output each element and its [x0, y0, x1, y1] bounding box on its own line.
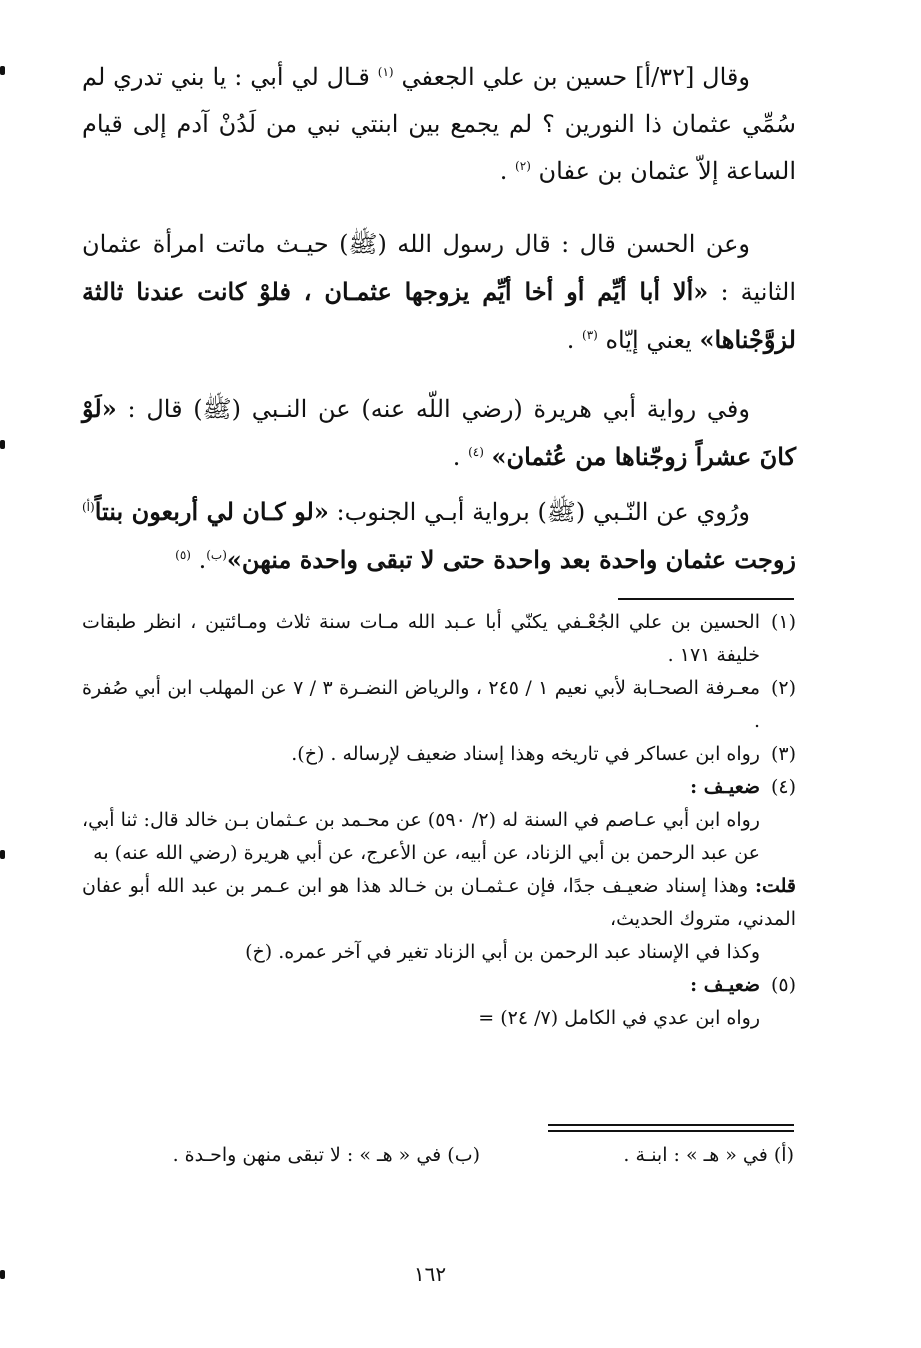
footnote-number: (٥): [770, 974, 796, 996]
paragraph-abu-al-janub: [82, 488, 796, 584]
footnote-number: (١): [770, 611, 796, 633]
paragraph-text: وقال [٣٢/أ] حسين بن علي الجعفي: [401, 63, 750, 91]
paragraph-text: وعن الحسن قال : قال رسول الله (ﷺ) حيـث ماتت امرأة عثمان الثانية :: [82, 230, 796, 306]
footnote-ref: (٤): [468, 445, 484, 459]
footnote-text: رواه ابن عساكر في تاريخه وهذا إسناد ضعيف لإرساله . (خ).: [291, 743, 760, 765]
manuscript-variants: [100, 1138, 794, 1172]
grading-label: ضعيـف :: [690, 974, 760, 996]
footnotes: [82, 606, 796, 1035]
footnote-text: وهذا إسناد ضعيـف جدًا، فإن عـثمـان بن خـالد هذا هو ابن عـمر بن عبد الله أبو عفان المدني، متروك الحديث،: [82, 875, 796, 930]
footnote-2: [82, 672, 796, 738]
footnote-number: (٣): [770, 743, 796, 765]
variant-note-a: (أ) في « هـ » : ابنـة .: [623, 1144, 794, 1166]
footnote-4-comment: [82, 870, 796, 936]
variant-divider: [548, 1130, 794, 1132]
footnote-ref: (٣): [582, 328, 598, 342]
paragraph-text: يعني إيّاه: [605, 326, 692, 354]
paragraph-text: .: [452, 443, 461, 471]
paragraph-text: وفي رواية أبي هريرة (رضي اللّه عنه) عن النـبي (ﷺ) قال :: [127, 395, 750, 423]
variant-ref: (ب): [206, 548, 227, 562]
scan-edge-mark: [0, 66, 5, 75]
footnote-4-chain: رواه ابن أبي عـاصم في السنة له (٢/ ٥٩٠) عن محـمد بن عـثمان بـن خالد قال: ثنا أبي، عن عبد الرحمن بن أبي الزناد، عن أبيه، عن الأعرج، عن أبي هريرة (رضي الله عنه) به: [82, 809, 760, 864]
footnote-ref: (٢): [515, 159, 531, 173]
grading-label: ضعيـف :: [690, 776, 760, 798]
scan-edge-mark: [0, 850, 5, 859]
variant-ref: (أ): [82, 500, 95, 514]
footnote-5: [82, 969, 796, 1002]
footnote-4-note: وكذا في الإسناد عبد الرحمن بن أبي الزناد تغير في آخر عمره. (خ): [245, 941, 760, 963]
footnote-3: [82, 738, 796, 771]
footnote-ref: (١): [377, 65, 394, 79]
footnote-5-chain: رواه ابن عدي في الكامل (٧/ ٢٤) =: [478, 1007, 760, 1029]
qultu-label: قلت:: [754, 875, 796, 897]
paragraph-text: ورُوي عن النّـبي (ﷺ) برواية أبـي الجنوب:: [336, 498, 750, 526]
hadith-quote: «ألا أبا أيِّم أو أخا أيِّم يزوجها عثمـان ، فلوْ كانت عندنا ثالثة لزوَّجْناها»: [82, 277, 796, 354]
footnote-text: معـرفة الصحـابة لأبي نعيم ١ / ٢٤٥ ، والرياض النضـرة ٣ / ٧ عن المهلب ابن أبي صُفرة .: [82, 677, 760, 732]
footnote-divider: [618, 598, 794, 600]
scan-edge-mark: [0, 440, 5, 449]
footnote-1: [82, 606, 796, 672]
hadith-quote: زوجت عثمان واحدة بعد واحدة حتى لا تبقى واحدة منهن»: [226, 545, 796, 574]
paragraph-text: .: [499, 157, 508, 185]
paragraph-text: .: [198, 546, 207, 574]
footnote-number: (٤): [770, 776, 796, 798]
hadith-quote: «لو كـان لي أربعون بنتاً: [94, 497, 329, 526]
footnote-4: [82, 771, 796, 804]
footnote-ref: (٥): [175, 548, 191, 562]
variant-note-b: (ب) في « هـ » : لا تبقى منهن واحـدة .: [172, 1144, 480, 1166]
variant-divider: [548, 1124, 794, 1126]
hadith-quote: «لَوْ كانَ عشراً زوجّناها من عُثمان»: [82, 394, 796, 471]
paragraph-hasan: [82, 221, 796, 364]
paragraph-text: .: [566, 326, 575, 354]
paragraph-abu-hurayra: [82, 385, 796, 481]
footnote-number: (٢): [770, 677, 796, 699]
page-number: ١٦٢: [413, 1262, 447, 1286]
paragraph-hussein: [82, 54, 796, 195]
footnote-text: الحسين بن علي الجُعْـفي يكنّي أبا عـبد الله مـات سنة ثلاث ومـائتين ، انظر طبقات خليفة ١٧١ .: [82, 611, 760, 666]
paragraph-text: قـال لي أبي : يا بني تدري لم سُمِّي عثمان ذا النورين ؟ لم يجمع بين ابنتي نبي من لَدُنْ آدم إلى قيام الساعة إلاّ عثمان بن عفان: [82, 63, 796, 185]
